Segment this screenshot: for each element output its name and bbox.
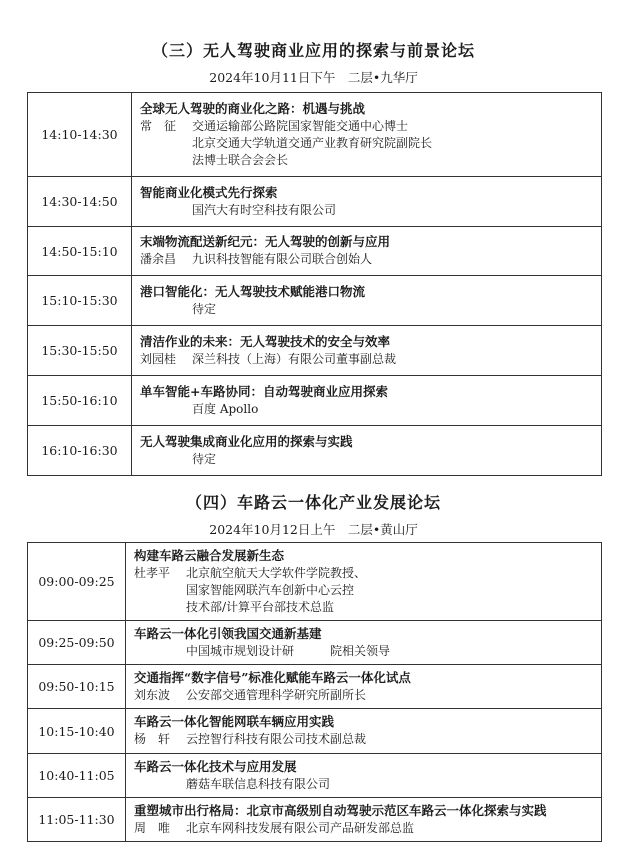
speaker-name: 周 唯 [134, 820, 171, 835]
content-cell [126, 665, 602, 709]
speaker-affiliation: 国家智能网联汽车创新中心云控 [186, 582, 355, 597]
time-cell: 15:30-15:50 [28, 326, 132, 376]
section4-title: （四）车路云一体化产业发展论坛 [185, 493, 441, 512]
speaker-affiliation: 中国城市规划设计研 院相关领导 [186, 643, 391, 658]
speaker-affiliation: 交通运输部公路院国家智能交通中心博士 [192, 118, 409, 133]
speaker-affiliation: 待定 [192, 301, 217, 316]
table-row [28, 754, 602, 798]
content-cell [126, 709, 602, 754]
content-cell [132, 227, 602, 276]
speaker-affiliation: 云控智行科技有限公司技术副总裁 [186, 732, 367, 746]
topic-title: 构建车路云融合发展新生态 [134, 547, 285, 563]
table-row [28, 177, 602, 227]
speaker-affiliation: 待定 [192, 451, 217, 466]
content-cell [126, 621, 602, 665]
time-cell: 16:10-16:30 [28, 426, 132, 476]
time-cell: 09:00-09:25 [28, 543, 126, 621]
content-cell [126, 798, 602, 842]
time-cell: 14:50-15:10 [28, 227, 132, 276]
time-cell: 11:05-11:30 [28, 798, 126, 842]
section4-schedule-table [27, 542, 602, 842]
speaker-affiliation: 九识科技智能有限公司联合创始人 [192, 252, 373, 266]
content-cell [132, 93, 602, 177]
table-row [28, 543, 602, 621]
content-cell [126, 754, 602, 798]
section3-subtitle: 2024年10月11日下午 二层•九华厅 [209, 70, 418, 85]
content-cell [132, 376, 602, 426]
time-cell: 09:50-10:15 [28, 665, 126, 709]
table-row [28, 426, 602, 476]
topic-title: 清洁作业的未来：无人驾驶技术的安全与效率 [140, 333, 391, 349]
speaker-name: 刘东波 [134, 687, 171, 702]
table-row [28, 665, 602, 709]
time-cell: 10:15-10:40 [28, 709, 126, 754]
speaker-affiliation: 深兰科技（上海）有限公司董事副总裁 [192, 351, 397, 366]
time-cell: 10:40-11:05 [28, 754, 126, 798]
table-row [28, 621, 602, 665]
speaker-name: 刘园桂 [140, 351, 177, 366]
table-row [28, 227, 602, 276]
speaker-affiliation: 技术部/计算平台部技术总监 [186, 599, 335, 614]
topic-title: 港口智能化：无人驾驶技术赋能港口物流 [140, 283, 366, 299]
topic-title: 智能商业化模式先行探索 [140, 184, 278, 200]
speaker-name: 杨 轩 [134, 732, 171, 746]
table-row [28, 93, 602, 177]
topic-title: 交通指挥“数字信号”标准化赋能车路云一体化试点 [134, 669, 411, 685]
speaker-affiliation: 国汽大有时空科技有限公司 [192, 202, 337, 217]
speaker-affiliation: 法博士联合会会长 [192, 152, 289, 167]
time-cell: 14:10-14:30 [28, 93, 132, 177]
speaker-affiliation: 北京交通大学轨道交通产业教育研究院副院长 [192, 135, 433, 150]
table-row [28, 798, 602, 842]
content-cell [132, 177, 602, 227]
time-cell: 15:10-15:30 [28, 276, 132, 326]
topic-title: 单车智能+车路协同：自动驾驶商业应用探索 [140, 383, 388, 399]
speaker-affiliation: 蘑菇车联信息科技有限公司 [186, 776, 331, 791]
section3-schedule-table [27, 92, 602, 476]
content-cell [132, 276, 602, 326]
speaker-affiliation: 百度 Apollo [192, 401, 259, 416]
topic-title: 无人驾驶集成商业化应用的探索与实践 [140, 433, 353, 449]
speaker-name: 潘余昌 [140, 252, 177, 266]
speaker-affiliation: 北京车网科技发展有限公司产品研发部总监 [186, 820, 415, 835]
time-cell: 15:50-16:10 [28, 376, 132, 426]
section3-title: （三）无人驾驶商业应用的探索与前景论坛 [151, 41, 475, 60]
content-cell [132, 326, 602, 376]
speaker-affiliation: 公安部交通管理科学研究所副所长 [186, 687, 367, 702]
content-cell [126, 543, 602, 621]
speaker-name: 杜孝平 [134, 565, 171, 580]
topic-title: 末端物流配送新纪元：无人驾驶的创新与应用 [140, 234, 391, 249]
table-row [28, 376, 602, 426]
topic-title: 车路云一体化引领我国交通新基建 [134, 625, 322, 641]
time-cell: 09:25-09:50 [28, 621, 126, 665]
topic-title: 车路云一体化智能网联车辆应用实践 [134, 714, 335, 729]
topic-title: 全球无人驾驶的商业化之路：机遇与挑战 [140, 100, 366, 116]
table-row [28, 709, 602, 754]
table-row [28, 276, 602, 326]
speaker-affiliation: 北京航空航天大学软件学院教授、 [186, 565, 367, 580]
time-cell: 14:30-14:50 [28, 177, 132, 227]
topic-title: 车路云一体化技术与应用发展 [134, 758, 297, 774]
content-cell [132, 426, 602, 476]
table-row [28, 326, 602, 376]
speaker-name: 常 征 [140, 118, 177, 133]
topic-title: 重塑城市出行格局：北京市高级别自动驾驶示范区车路云一体化探索与实践 [134, 802, 547, 818]
section4-subtitle: 2024年10月12日上午 二层•黄山厅 [209, 522, 418, 537]
